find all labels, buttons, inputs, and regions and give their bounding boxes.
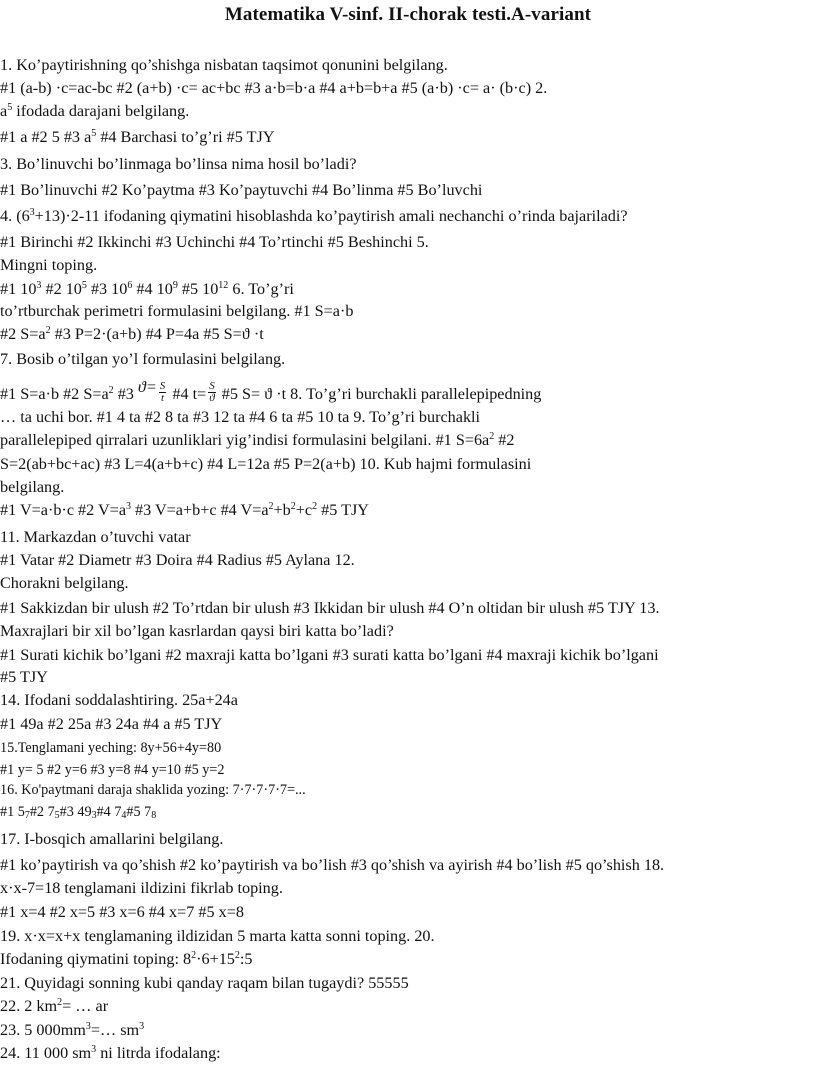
question-5: Mingni toping. xyxy=(0,256,98,274)
answers-16: #1 $5_7\#2$ $7_5\#3$ $49_3\#4$ $7_4\#5$ $7_8$ xyxy=(0,804,157,821)
velocity-formula-label: ϑ= xyxy=(137,378,157,397)
answers-13: #1 Surati kichik bo’lgani #2 maxraji katta bo’lgani #3 surati katta bo’lgani #4 maxraji kichik bo’lgani xyxy=(0,646,659,664)
answers-6: #2 $S=a^2$ #3 P=2·(a+b) #4 P=4a #5 S=ϑ ·t xyxy=(0,325,264,343)
question-6: to’rtburchak perimetri formulasini belgilang. #1 S=a·b xyxy=(0,302,354,320)
answers-4: #1 Birinchi #2 Ikkinchi #3 Uchinchi #4 To’rtinchi #5 Beshinchi 5. xyxy=(0,233,429,251)
question-4: 4. $(6^3+13)\cdot 2-11$ ifodaning qiymatini hisoblashda ko’paytirish amali nechanchi o’rinda bajariladi? xyxy=(0,207,628,225)
question-21: 21. Quyidagi sonning kubi qanday raqam bilan tugaydi? 55555 xyxy=(0,974,409,992)
velocity-fraction: $\frac{S}{t}$ xyxy=(159,380,166,404)
time-fraction: $\frac{S}{ϑ}$ xyxy=(209,380,215,404)
question-12: Chorakni belgilang. xyxy=(0,574,129,592)
question-9: parallelepiped qirralari uzunliklari yig’indisi formulasini belgilani. #1 $S=6a^2$ #2 xyxy=(0,431,515,449)
question-3: 3. Bo’linuvchi bo’linmaga bo’linsa nima hosil bo’ladi? xyxy=(0,155,357,173)
question-17: 17. I-bosqich amallarini belgilang. xyxy=(0,830,224,848)
question-20: Ifodaning qiymatini toping: $8^2\cdot 6+15^2:5$ xyxy=(0,950,253,968)
question-15: 15.Tenglamani yeching: 8y+56+4y=80 xyxy=(0,740,222,756)
question-14: 14. Ifodani soddalashtiring. 25a+24a xyxy=(0,691,238,709)
answers-12: #1 Sakkizdan bir ulush #2 To’rtdan bir ulush #3 Ikkidan bir ulush #4 O’n oltidan bir ulush #5 TJY 13. xyxy=(0,599,660,617)
answers-18: #1 x=4 #2 x=5 #3 x=6 #4 x=7 #5 x=8 xyxy=(0,903,244,921)
answers-17: #1 ko’paytirish va qo’shish #2 ko’paytirish va bo’lish #3 qo’shish va ayirish #4 bo’lish #5 qo’shish 18. xyxy=(0,856,665,874)
question-23: 23. 5 $000mm^3=\dots$ $sm^3$ xyxy=(0,1021,145,1039)
question-2: $a^5$ ifodada darajani belgilang. xyxy=(0,102,190,120)
answers-9: S=2(ab+bc+ac) #3 L=4(a+b+c) #4 L=12a #5 P=2(a+b) 10. Kub hajmi formulasini xyxy=(0,455,532,473)
answers-5: #1 $10^3$ #2 $10^5$ #3 $10^6$ #4 $10^9$ #5 $10^{12}$ 6. To’g’ri xyxy=(0,280,294,298)
answers-1: #1 (a-b) ·c=ac-bc #2 (a+b) ·c= ac+bc #3 a·b=b·a #4 a+b=b+a #5 (a·b) ·c= a· (b·c) 2. xyxy=(0,79,548,97)
question-11: 11. Markazdan o’tuvchi vatar xyxy=(0,528,191,546)
question-10: belgilang. xyxy=(0,478,65,496)
question-16: 16. Ko'paytmani daraja shaklida yozing: 7·7·7·7·7=... xyxy=(0,782,306,798)
question-8: … ta uchi bor. #1 4 ta #2 8 ta #3 12 ta #4 6 ta #5 10 ta 9. To’g’ri burchakli xyxy=(0,408,481,426)
answers-2: #1 a #2 5 #3 $a^5$ #4 Barchasi to’g’ri #5 TJY xyxy=(0,128,275,146)
answers-15: #1 y= 5 #2 y=6 #3 y=8 #4 y=10 #5 y=2 xyxy=(0,762,225,778)
question-22: 22. 2 $km^2=$ … ar xyxy=(0,997,109,1015)
page-title: Matematika V-sinf. II-chorak testi.A-variant xyxy=(224,4,592,25)
question-13: Maxrajlari bir xil bo’lgan kasrlardan qaysi biri katta bo’ladi? xyxy=(0,622,394,640)
answers-11: #1 Vatar #2 Diametr #3 Doira #4 Radius #5 Aylana 12. xyxy=(0,551,355,569)
question-24: 24. 11 000 $sm^3$ ni litrda ifodalang: xyxy=(0,1044,221,1062)
answers-10: #1 V=a·b·c #2 $V=a^3$ #3 V=a+b+c #4 $V=a^2+b^2+c^2$ #5 TJY xyxy=(0,501,369,519)
question-18: x·x-7=18 tenglamani ildizini fikrlab toping. xyxy=(0,879,283,897)
answers-7: #1 S=a·b #2 $S=a^2$ #3 ϑ= $\frac{S}{t}$ #4 t= $\frac{S}{ϑ}$ #5 S= ϑ ·t 8. To’g’ri burchakli parallelepipedning xyxy=(0,378,542,404)
question-19: 19. x·x=x+x tenglamaning ildizidan 5 marta katta sonni toping. 20. xyxy=(0,927,435,945)
answers-13-continued: #5 TJY xyxy=(0,668,48,686)
question-1: 1. Ko’paytirishning qo’shishga nisbatan taqsimot qonunini belgilang. xyxy=(0,56,448,74)
answers-3: #1 Bo’linuvchi #2 Ko’paytma #3 Ko’paytuvchi #4 Bo’linma #5 Bo’luvchi xyxy=(0,181,483,199)
question-7: 7. Bosib o’tilgan yo’l formulasini belgilang. xyxy=(0,350,286,368)
answers-14: #1 49a #2 25a #3 24a #4 a #5 TJY xyxy=(0,715,223,733)
